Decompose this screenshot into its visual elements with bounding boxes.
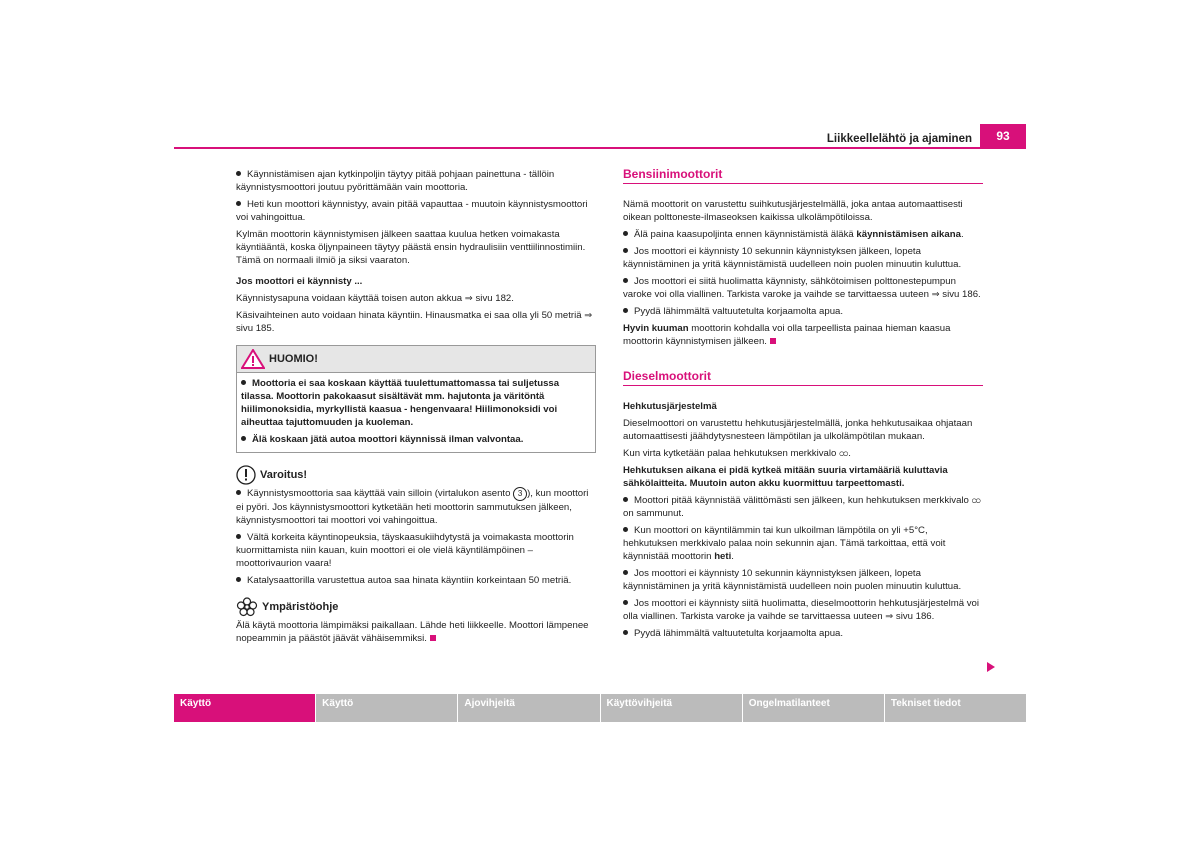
subheading: Hehkutusjärjestelmä xyxy=(623,401,717,412)
paragraph: Dieselmoottori on varustettu hehkutusjärjestelmällä, jonka hehkutusaikaa ohjataan automaattisesti jäähdytysnesteen lämpötilan ja ulkolämpötilan mukaan. xyxy=(623,418,973,442)
warning-triangle-icon xyxy=(241,349,265,369)
list-item: Vältä korkeita käyntinopeuksia, täyskaasukiihdytystä ja voimakasta moottorin kuormittamista niin kauan, kuin moottori ei ole vielä käyntilämpöinen – moottorivaurion vaara! xyxy=(236,532,574,569)
list-item: Kun moottori on käyntilämmin tai kun ulkoilman lämpötila on yli +5°C, hehkutuksen merkkivalo palaa noin sekunnin ajan. Tämä tarkoittaa, että voit käynnistää moottorin heti. xyxy=(623,525,946,562)
list-item: Heti kun moottori käynnistyy, avain pitää vapauttaa - muutoin käynnistysmoottori voi vahingoittua. xyxy=(236,199,588,223)
list-item: Pyydä lähimmältä valtuutetulta korjaamolta apua. xyxy=(623,305,983,318)
section-title-diesel: Dieselmoottorit xyxy=(623,370,983,386)
bullet-icon xyxy=(623,308,628,313)
right-column xyxy=(623,168,983,644)
bullet-icon xyxy=(236,534,241,539)
nav-tab-ongelmatilanteet[interactable]: Ongelmatilanteet xyxy=(743,694,884,722)
bullet-icon xyxy=(623,248,628,253)
paragraph: Kylmän moottorin käynnistymisen jälkeen saattaa kuulua hetken voimakasta käyntiääntä, koska öljynpaineen täytyy päästä ensin hydraulisiin venttiilinnostimiin. Tämä on normaali ilmiö ja siksi vaaraton. xyxy=(236,229,586,266)
ymparisto-title: Ympäristöohje xyxy=(262,600,339,613)
list-item: Jos moottori ei käynnisty 10 sekunnin käynnistyksen jälkeen, lopeta käynnistäminen ja yritä käynnistämistä uudelleen noin puolen minuutin kuluttua. xyxy=(623,568,962,592)
chapter-nav-bar xyxy=(174,694,1026,722)
list-item: Jos moottori ei käynnisty siitä huolimatta, dieselmoottorin hehkutusjärjestelmä voi olla viallinen. Tarkista varoke ja vaihde se tarvittaessa uuteen ⇒ sivu 186. xyxy=(623,598,980,622)
bullet-icon xyxy=(241,436,246,441)
varoitus-header xyxy=(236,465,596,485)
bullet-icon xyxy=(623,570,628,575)
list-item: Pyydä lähimmältä valtuutetulta korjaamolta apua. xyxy=(623,627,983,640)
bullet-icon xyxy=(241,380,246,385)
environment-flower-icon xyxy=(236,597,258,617)
bullet-icon xyxy=(623,630,628,635)
list-item: Jos moottori ei siitä huolimatta käynnisty, sähkötoimisen polttonestepumpun varoke voi olla viallinen. Tarkista varoke ja vaihde se tarvittaessa uuteen ⇒ sivu 186. xyxy=(623,276,981,300)
list-item: Älä koskaan jätä autoa moottori käynnissä ilman valvontaa. xyxy=(241,433,591,446)
bold-note: Hehkutuksen aikana ei pidä kytkeä mitään suuria virtamääriä kuluttavia sähkölaitteita. Muutoin auton akku kuormittuu tarpeettomasti. xyxy=(623,465,948,489)
bullet-icon xyxy=(623,600,628,605)
page-header-title: Liikkeellelähtö ja ajaminen xyxy=(826,133,972,145)
huomio-body xyxy=(237,373,595,452)
subheading: Jos moottori ei käynnisty ... xyxy=(236,276,363,287)
paragraph: Käynnistysapuna voidaan käyttää toisen auton akkua ⇒ sivu 182. xyxy=(236,293,514,304)
ignition-position-badge: 3 xyxy=(513,487,527,501)
nav-tab-kaytto[interactable]: Käyttö xyxy=(316,694,457,722)
bullet-icon xyxy=(623,527,628,532)
paragraph: Nämä moottorit on varustettu suihkutusjärjestelmällä, joka antaa automaattisesti oikean polttoneste-ilmaseoksen kaikissa ulkolämpötiloissa. xyxy=(623,199,963,223)
caution-exclamation-icon xyxy=(236,465,256,485)
list-item: Käynnistämisen ajan kytkinpoljin täytyy pitää pohjaan painettuna - tällöin käynnistysmoottori joutuu pyörittämään vain moottoria. xyxy=(236,169,555,193)
huomio-title: HUOMIO! xyxy=(269,352,318,365)
nav-tab-tekniset-tiedot[interactable]: Tekniset tiedot xyxy=(885,694,1026,722)
bullet-icon xyxy=(623,231,628,236)
nav-tab-kaytto-active[interactable]: Käyttö xyxy=(174,694,315,722)
bullet-icon xyxy=(236,201,241,206)
huomio-box xyxy=(236,345,596,453)
ymparisto-header xyxy=(236,597,596,617)
nav-tab-kayttovihjeita[interactable]: Käyttövihjeitä xyxy=(601,694,742,722)
bullet-icon xyxy=(236,171,241,176)
list-item: Käynnistysmoottoria saa käyttää vain silloin (virtalukon asento 3 ), kun moottori ei pyöri. Jos käynnistysmoottori kytketään heti moottorin sammutuksen jälkeen, käynnistysmoottori tai moottori voi vahingoittua. xyxy=(236,488,589,526)
bullet-icon xyxy=(236,577,241,582)
nav-tab-ajovihjeita[interactable]: Ajovihjeitä xyxy=(458,694,599,722)
next-page-arrow-icon[interactable] xyxy=(987,662,995,672)
list-item: Moottoria ei saa koskaan käyttää tuulettumattomassa tai suljetussa tilassa. Moottorin pakokaasut sisältävät mm. hajutonta ja väritöntä hiilimonoksidia, myrkyllistä kaasua - hengenvaara! Hiilimonoksidi voi aiheuttaa tajuttomuuden ja kuoleman. xyxy=(241,378,560,428)
paragraph: Kun virta kytketään palaa hehkutuksen merkkivalo ထ. xyxy=(623,448,851,459)
list-item: Älä paina kaasupoljinta ennen käynnistämistä äläkä käynnistämisen aikana. xyxy=(623,228,983,241)
paragraph: Hyvin kuuman moottorin kohdalla voi olla tarpeellista painaa hieman kaasua moottorin käynnistymisen jälkeen. xyxy=(623,323,951,347)
end-marker-icon xyxy=(430,635,436,641)
list-item: Jos moottori ei käynnisty 10 sekunnin käynnistyksen jälkeen, lopeta käynnistäminen ja yritä käynnistämistä uudelleen noin puolen minuutin kuluttua. xyxy=(623,246,962,270)
list-item: Katalysaattorilla varustettua autoa saa hinata käyntiin korkeintaan 50 metriä. xyxy=(236,574,596,587)
left-column xyxy=(236,168,596,649)
bullet-icon xyxy=(236,490,241,495)
end-marker-icon xyxy=(770,338,776,344)
section-title-bensiini: Bensiinimoottorit xyxy=(623,168,983,184)
page-number: 93 xyxy=(980,124,1026,148)
paragraph: Käsivaihteinen auto voidaan hinata käyntiin. Hinausmatka ei saa olla yli 50 metriä ⇒ sivu 185. xyxy=(236,310,593,334)
bullet-icon xyxy=(623,497,628,502)
varoitus-title: Varoitus! xyxy=(260,468,308,481)
header-rule xyxy=(174,147,1026,149)
huomio-header xyxy=(237,346,595,373)
bullet-icon xyxy=(623,278,628,283)
list-item: Moottori pitää käynnistää välittömästi sen jälkeen, kun hehkutuksen merkkivalo ထ on sammunut. xyxy=(623,495,981,519)
paragraph: Älä käytä moottoria lämpimäksi paikallaan. Lähde heti liikkeelle. Moottori lämpenee nopeammin ja päästöt jäävät vähäisemmiksi. xyxy=(236,620,589,644)
